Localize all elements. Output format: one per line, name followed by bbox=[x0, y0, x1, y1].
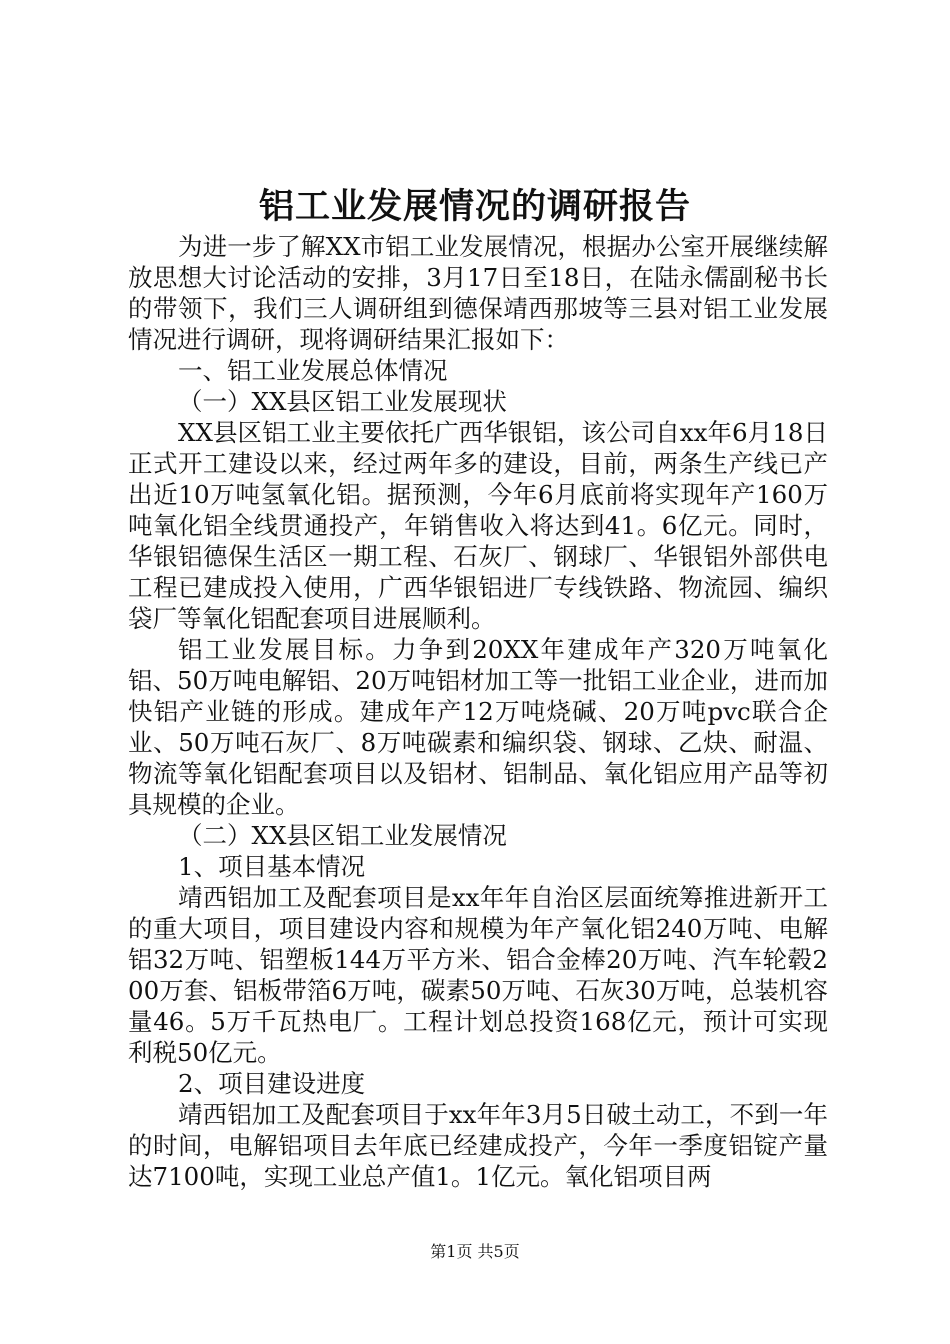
paragraph-project-basics: 靖西铝加工及配套项目是xx年年自治区层面统筹推进新开工的重大项目，项目建设内容和规模为年产氧化铝240万吨、电解铝32万吨、铝塑板144万平方米、铝合金棒20万吨、汽车轮毂200万套、铝板带箔6万吨，碳素50万吨、石灰30万吨，总装机容量46。5万千瓦热电厂。工程计划总投资168亿元，预计可实现利税50亿元。 bbox=[128, 883, 828, 1067]
paragraph-current-status: XX县区铝工业主要依托广西华银铝，该公司自xx年6月18日正式开工建设以来，经过两年多的建设，目前，两条生产线已产出近10万吨氢氧化铝。据预测，今年6月底前将实现年产160万吨氧化铝全线贯通投产，年销售收入将达到41。6亿元。同时，华银铝德保生活区一期工程、石灰厂、钢球厂、华银铝外部供电工程已建成投入使用，广西华银铝进厂专线铁路、物流园、编织袋厂等氧化铝配套项目进展顺利。 bbox=[128, 418, 828, 633]
item-heading-2: 2、项目建设进度 bbox=[178, 1069, 366, 1098]
document-body bbox=[128, 231, 828, 1192]
paragraph-project-progress: 靖西铝加工及配套项目于xx年年3月5日破土动工，不到一年的时间，电解铝项目去年底已经建成投产，今年一季度铝锭产量达7100吨，实现工业总产值1。1亿元。氧化铝项目两 bbox=[128, 1100, 828, 1191]
paragraph-development-goals: 铝工业发展目标。力争到20XX年建成年产320万吨氧化铝、50万吨电解铝、20万吨铝材加工等一批铝工业企业，进而加快铝产业链的形成。建成年产12万吨烧碱、20万吨pvc联合企业、50万吨石灰厂、8万吨碳素和编织袋、钢球、乙炔、耐温、物流等氧化铝配套项目以及铝材、铝制品、氧化铝应用产品等初具规模的企业。 bbox=[128, 635, 828, 819]
page-footer: 第1页 共5页 bbox=[430, 1242, 520, 1261]
document-title: 铝工业发展情况的调研报告 bbox=[258, 186, 691, 227]
paragraph-intro: 为进一步了解XX市铝工业发展情况，根据办公室开展继续解放思想大讨论活动的安排，3月17日至18日，在陆永儒副秘书长的带领下，我们三人调研组到德保靖西那坡等三县对铝工业发展情况进行调研，现将调研结果汇报如下： bbox=[128, 232, 828, 354]
item-heading-1: 1、项目基本情况 bbox=[178, 852, 366, 881]
section-heading-1: 一、铝工业发展总体情况 bbox=[178, 356, 448, 385]
subsection-heading-1: （一）XX县区铝工业发展现状 bbox=[178, 387, 507, 416]
subsection-heading-2: （二）XX县区铝工业发展情况 bbox=[178, 821, 507, 850]
